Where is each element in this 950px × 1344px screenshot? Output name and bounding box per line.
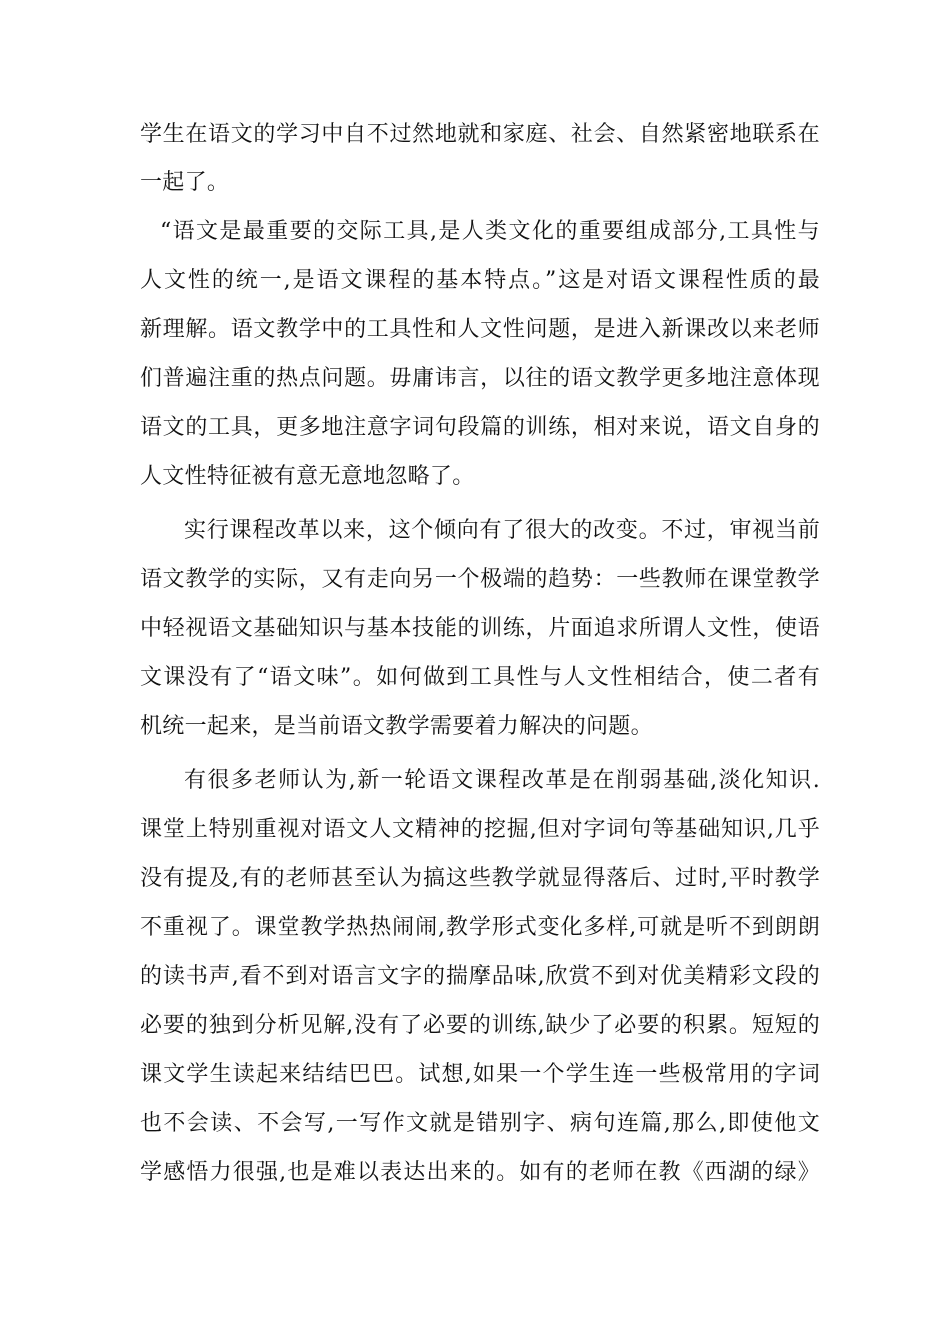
text-line: 课文学生读起来结结巴巴。试想,如果一个学生连一些极常用的字词 (140, 1062, 820, 1087)
text-line: 学感悟力很强,也是难以表达出来的。如有的老师在教《西湖的绿》 (140, 1160, 820, 1185)
text-line: 一起了。 (140, 170, 230, 195)
text-line: 们普遍注重的热点问题。毋庸讳言，以往的语文教学更多地注意体现 (140, 366, 820, 391)
text-line: 的读书声,看不到对语言文字的揣摩品味,欣赏不到对优美精彩文段的 (140, 964, 820, 989)
text-line: 没有提及,有的老师甚至认为搞这些教学就显得落后、过时,平时教学 (140, 866, 820, 891)
text-line: 学生在语文的学习中自不过然地就和家庭、社会、自然紧密地联系在 (140, 122, 820, 147)
text-line: 中轻视语文基础知识与基本技能的训练，片面追求所谓人文性，使语 (140, 616, 820, 641)
text-line: 人文性特征被有意无意地忽略了。 (140, 464, 475, 489)
text-line: 机统一起来，是当前语文教学需要着力解决的问题。 (140, 714, 653, 739)
text-line: 必要的独到分析见解,没有了必要的训练,缺少了必要的积累。短短的 (140, 1013, 820, 1038)
text-line: 文课没有了“语文味”。如何做到工具性与人文性相结合，使二者有 (140, 665, 820, 690)
text-line: 实行课程改革以来，这个倾向有了很大的改变。不过，审视当前 (184, 518, 820, 543)
text-line: 不重视了。课堂教学热热闹闹,教学形式变化多样,可就是听不到朗朗 (140, 915, 820, 940)
text-line: 语文的工具，更多地注意字词句段篇的训练，相对来说，语文自身的 (140, 415, 820, 440)
text-line: 有很多老师认为,新一轮语文课程改革是在削弱基础,淡化知识. (184, 768, 820, 793)
text-line: 人文性的统一,是语文课程的基本特点。”这是对语文课程性质的最 (140, 268, 820, 293)
text-line: 课堂上特别重视对语文人文精神的挖掘,但对字词句等基础知识,几乎 (140, 817, 820, 842)
text-line: “语文是最重要的交际工具,是人类文化的重要组成部分,工具性与 (160, 219, 820, 244)
text-line: 语文教学的实际，又有走向另一个极端的趋势：一些教师在课堂教学 (140, 567, 820, 592)
text-line: 新理解。语文教学中的工具性和人文性问题，是进入新课改以来老师 (140, 317, 820, 342)
text-line: 也不会读、不会写,一写作文就是错别字、病句连篇,那么,即使他文 (140, 1111, 820, 1136)
